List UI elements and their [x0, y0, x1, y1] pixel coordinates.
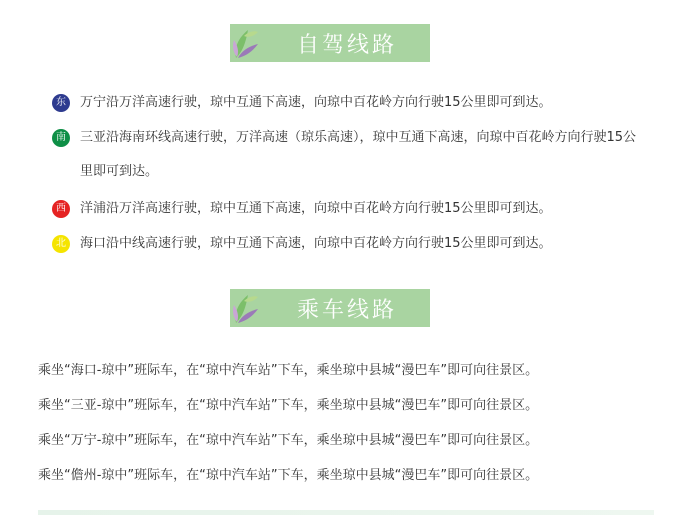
route-north-text: 海口沿中线高速行驶，琼中互通下高速，向琼中百花岭方向行驶15公里即可到达。 — [80, 236, 552, 251]
west-badge: 西 — [52, 200, 70, 218]
bus-line: 乘坐“海口-琼中”班际车，在“琼中汽车站”下车，乘坐琼中县城“漫巴车”即可向往景区。 — [38, 363, 539, 378]
east-badge: 东 — [52, 94, 70, 112]
footer-divider — [38, 510, 654, 515]
bus-route-banner — [230, 289, 430, 327]
drive-route-title: 自驾线路 — [296, 32, 397, 58]
route-west-text: 洋浦沿万洋高速行驶，琼中互通下高速，向琼中百花岭方向行驶15公里即可到达。 — [80, 201, 552, 216]
drive-route-banner — [230, 24, 430, 62]
bus-route-title: 乘车线路 — [296, 297, 397, 323]
north-badge: 北 — [52, 235, 70, 253]
route-east-text: 万宁沿万洋高速行驶，琼中互通下高速，向琼中百花岭方向行驶15公里即可到达。 — [80, 95, 552, 110]
bus-line: 乘坐“儋州-琼中”班际车，在“琼中汽车站”下车，乘坐琼中县城“漫巴车”即可向往景区。 — [38, 468, 539, 483]
leaf-icon — [230, 289, 260, 327]
route-south-text: 三亚沿海南环线高速行驶，万洋高速（琼乐高速），琼中互通下高速，向琼中百花岭方向行驶15公里即可到达。 — [80, 130, 637, 179]
bus-line: 乘坐“三亚-琼中”班际车，在“琼中汽车站”下车，乘坐琼中县城“漫巴车”即可向往景区。 — [38, 398, 539, 413]
bus-line: 乘坐“万宁-琼中”班际车，在“琼中汽车站”下车，乘坐琼中县城“漫巴车”即可向往景区。 — [38, 433, 539, 448]
south-badge: 南 — [52, 129, 70, 147]
leaf-icon — [230, 24, 260, 62]
